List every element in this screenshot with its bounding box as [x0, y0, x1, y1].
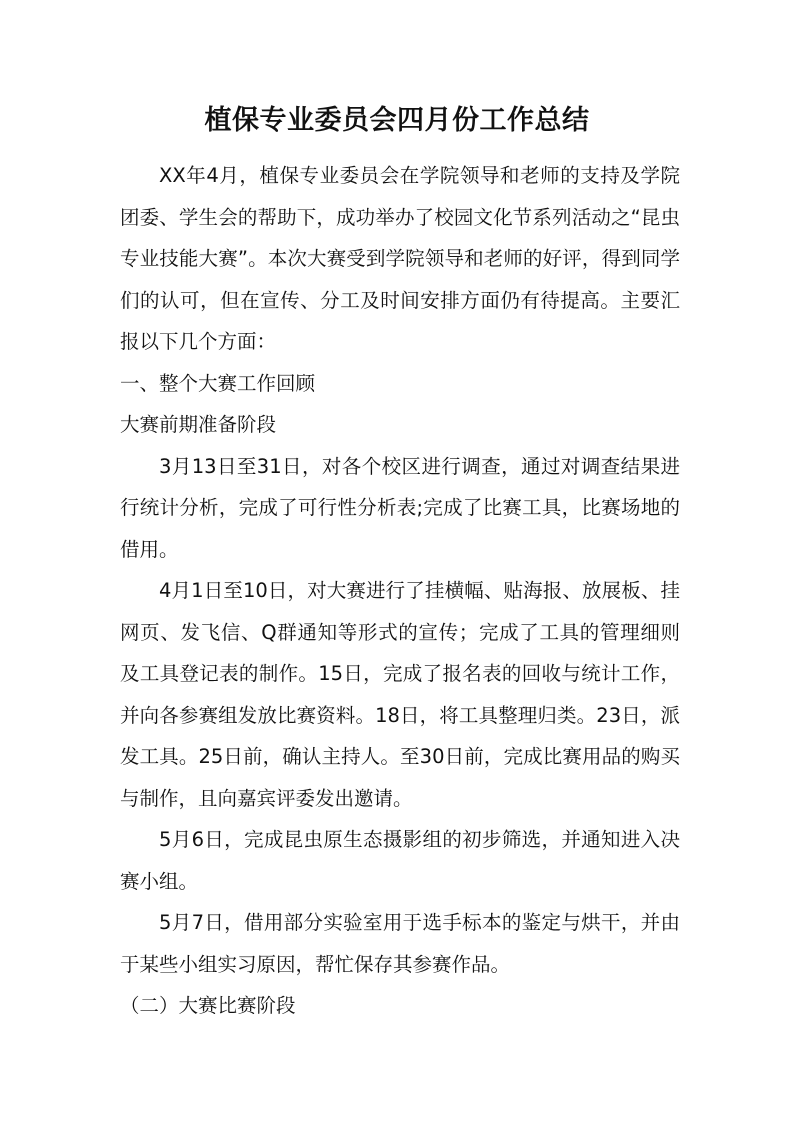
paragraph-april-publicity: 4月1日至10日，对大赛进行了挂横幅、贴海报、放展板、挂网页、发飞信、Q群通知等形式的宣传；完成了工具的管理细则及工具登记表的制作。15日，完成了报名表的回收与统计工作，并向各参赛组发放比赛资料。18日，将工具整理归类。23日，派发工具。25日前，确认主持人。至30日前，完成比赛用品的购买与制作，且向嘉宾评委发出邀请。 [120, 579, 680, 810]
paragraph-march-survey: 3月13日至31日，对各个校区进行调查，通过对调查结果进行统计分析，完成了可行性分析表;完成了比赛工具，比赛场地的借用。 [120, 454, 680, 561]
paragraph-may-6: 5月6日，完成昆虫原生态摄影组的初步筛选，并通知进入决赛小组。 [120, 828, 680, 893]
subsection-heading-competition: （二）大赛比赛阶段 [120, 994, 296, 1017]
paragraph-may-7: 5月7日，借用部分实验室用于选手标本的鉴定与烘干，并由于某些小组实习原因，帮忙保存其参赛作品。 [120, 911, 680, 976]
document-body [120, 155, 680, 1027]
subsection-heading-preparation: 大赛前期准备阶段 [120, 413, 277, 436]
section-heading-review: 一、整个大赛工作回顾 [120, 371, 316, 395]
document-title: 植保专业委员会四月份工作总结 [204, 105, 590, 136]
paragraph-intro: XX年4月，植保专业委员会在学院领导和老师的支持及学院团委、学生会的帮助下，成功举办了校园文化节系列活动之“昆虫专业技能大赛”。本次大赛受到学院领导和老师的好评，得到同学们的认可，但在宣传、分工及时间安排方面仍有待提高。主要汇报以下几个方面： [120, 164, 680, 353]
